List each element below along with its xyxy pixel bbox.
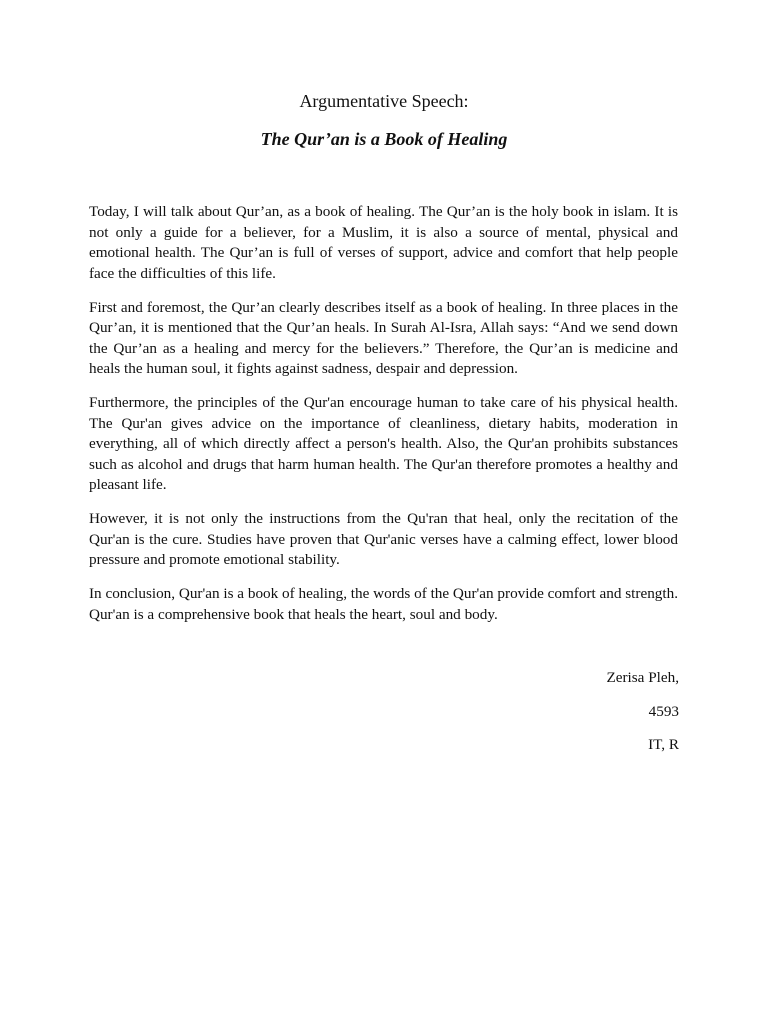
paragraph-conclusion: In conclusion, Qur'an is a book of healing, the words of the Qur'an provide comfort and strength. Qur'an is a comprehensive book that heals the heart, soul and body. bbox=[89, 585, 678, 623]
document-title: Argumentative Speech: bbox=[299, 91, 469, 111]
paragraph-introduction: Today, I will talk about Qur’an, as a book of healing. The Qur’an is the holy book in islam. It is not only a guide for a believer, for a Muslim, it is also a source of mental, physical and emotional health. The Qur’an is full of verses of support, advice and comfort that help people face the difficulties of this life. bbox=[89, 203, 678, 282]
author-class: IT, R bbox=[648, 736, 679, 753]
paragraph-third-argument: However, it is not only the instructions from the Qu'ran that heal, only the recitation of the Qur'an is the cure. Studies have proven that Qur'anic verses have a calming effect, lower blood pressure and promote emotional stability. bbox=[89, 510, 678, 568]
author-number: 4593 bbox=[648, 702, 679, 720]
author-name: Zerisa Pleh, bbox=[606, 669, 679, 686]
document-subtitle: The Qur’an is a Book of Healing bbox=[260, 129, 508, 149]
signature-block bbox=[606, 668, 679, 769]
paragraph-second-argument: Furthermore, the principles of the Qur'an encourage human to take care of his physical health. The Qur'an gives advice on the importance of cleanliness, dietary habits, moderation in everything, all of which directly affect a person's health. Also, the Qur'an prohibits substances such as alcohol and drugs that harm human health. The Qur'an therefore promotes a healthy and pleasant life. bbox=[89, 394, 678, 493]
document-body bbox=[89, 202, 678, 639]
paragraph-first-argument: First and foremost, the Qur’an clearly describes itself as a book of healing. In three places in the Qur’an, it is mentioned that the Qur’an heals. In Surah Al-Isra, Allah says: “And we send down the Qur’an as a healing and mercy for the believers.” Therefore, the Qur’an is medicine and heals the human soul, it fights against sadness, despair and depression. bbox=[89, 298, 678, 377]
